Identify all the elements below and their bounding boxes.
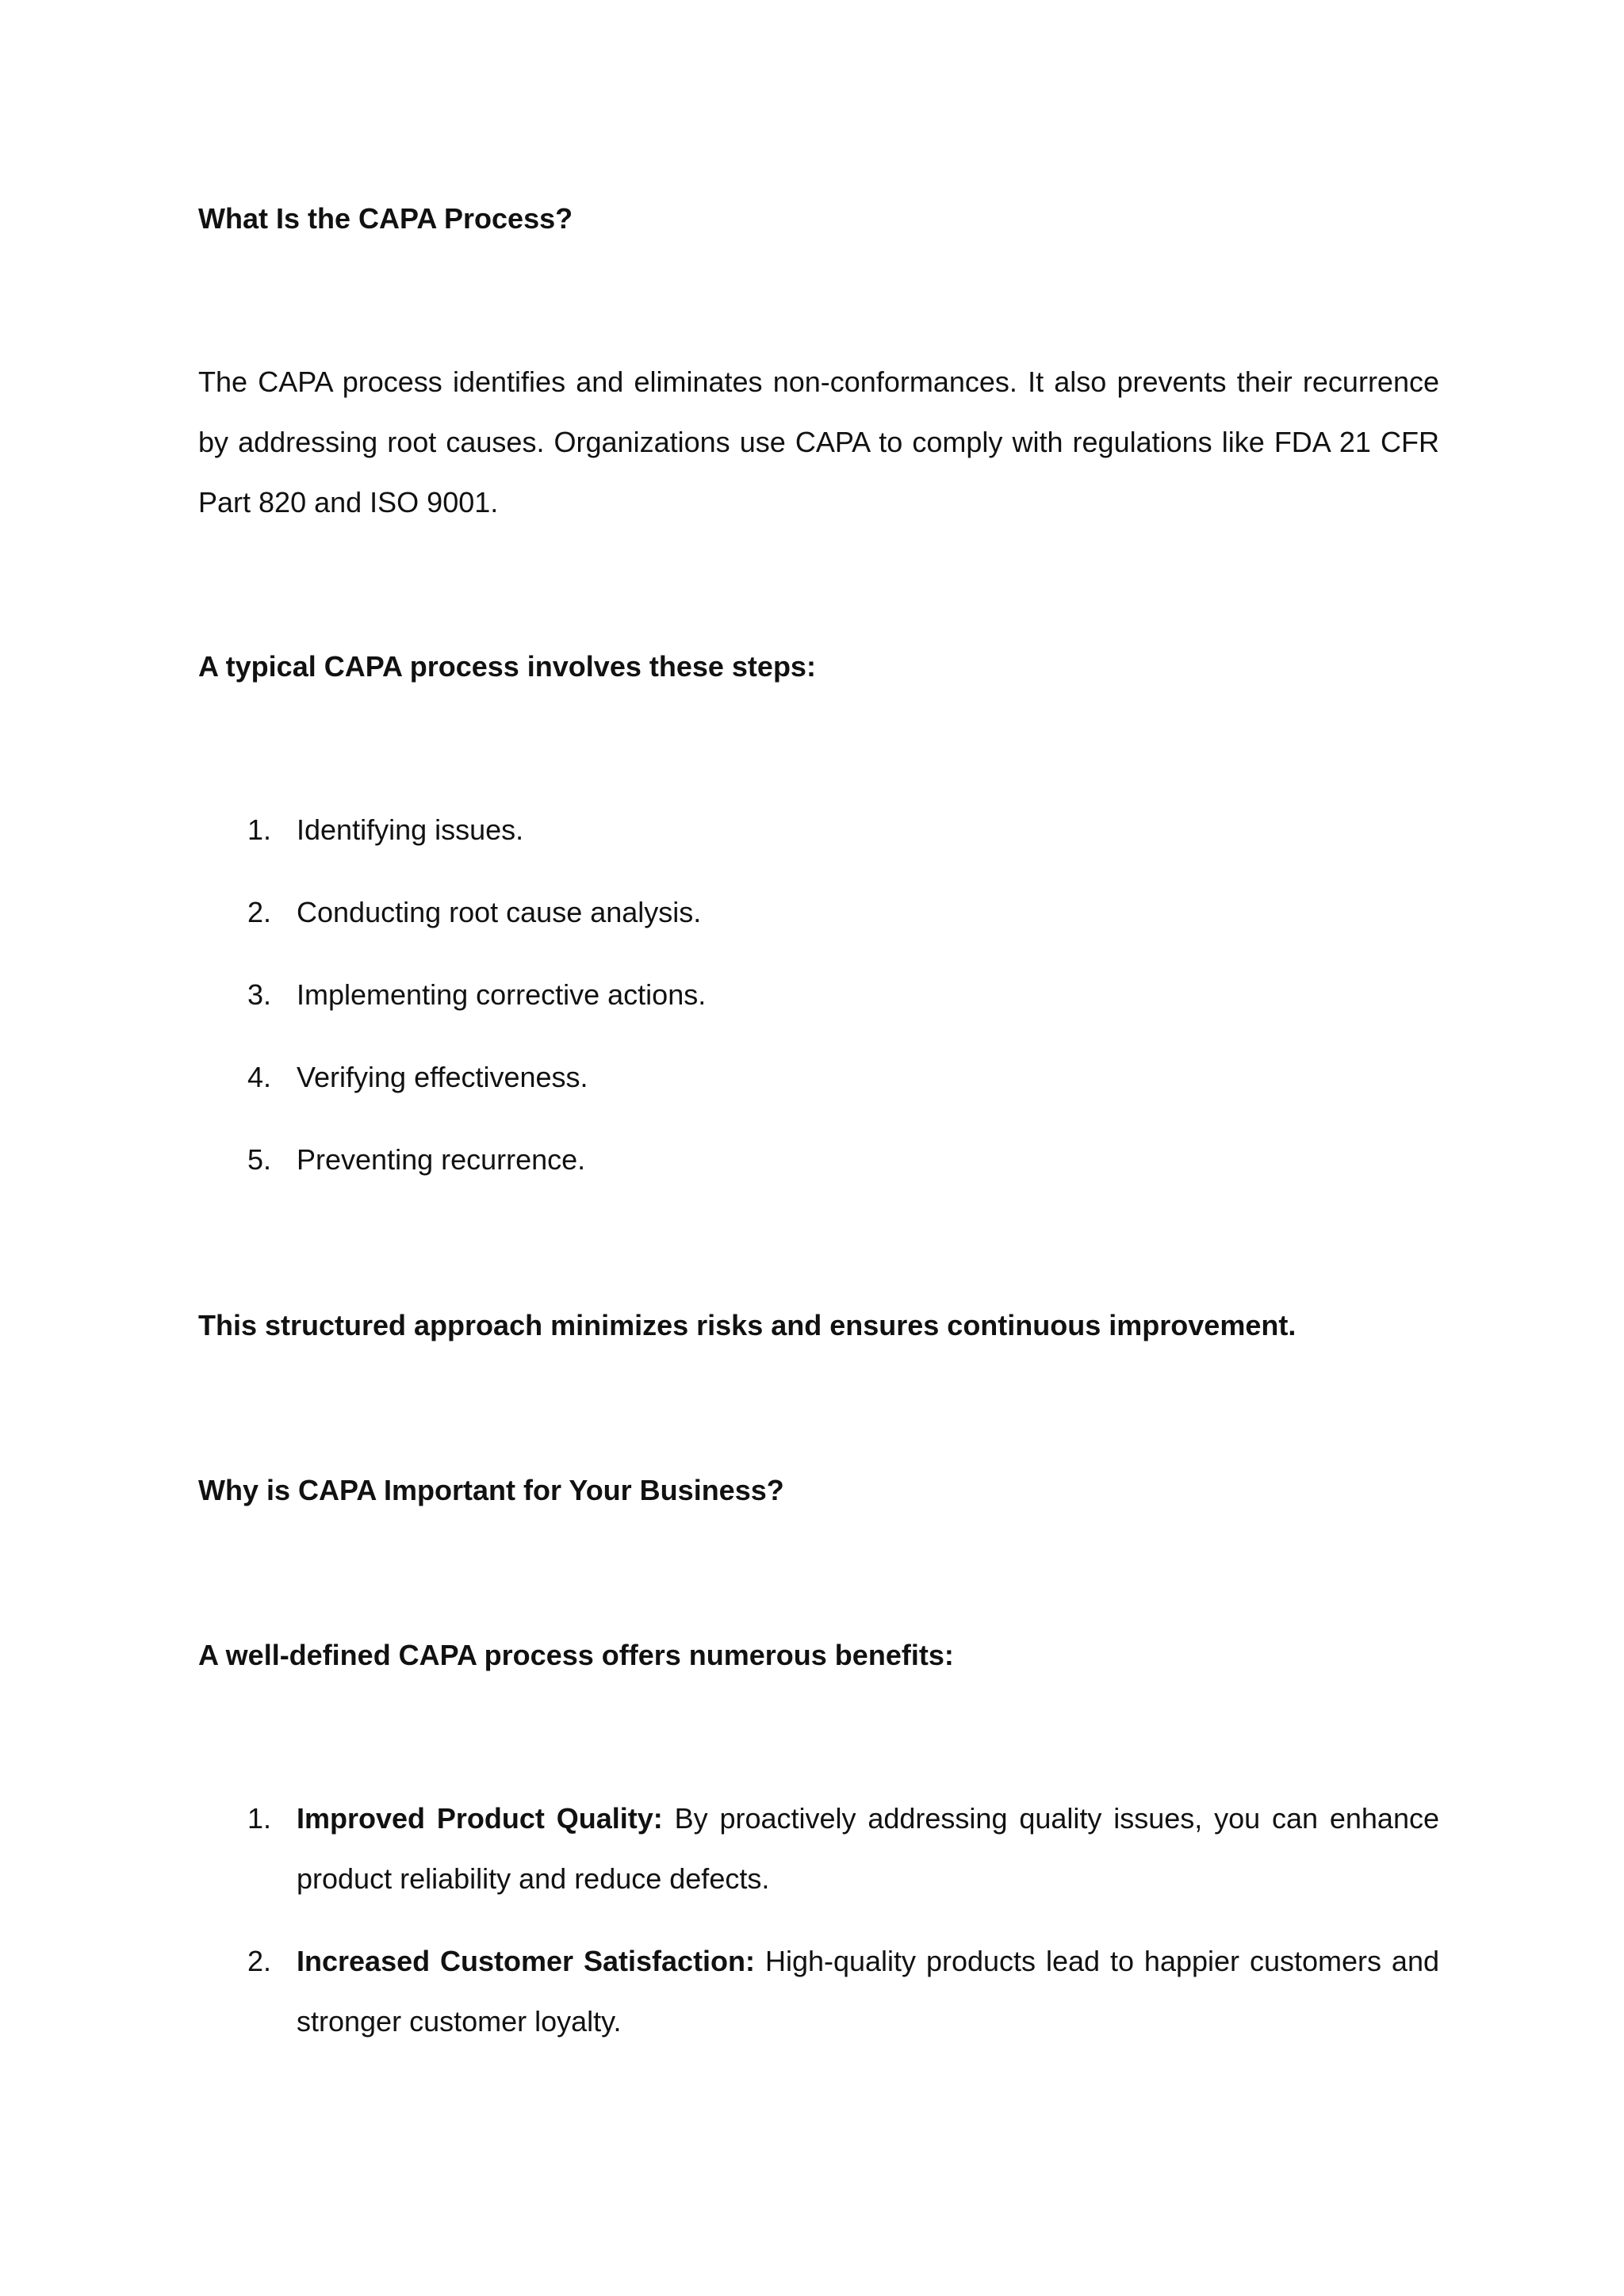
- list-item: [198, 1047, 1439, 1108]
- list-number: 2.: [247, 1945, 272, 1977]
- benefit-text: By proactively addressing quality issues, you can enhance product reliability and reduce defects.: [297, 1802, 1439, 1895]
- summary-statement: This structured approach minimizes risks and ensures continuous improvement.: [198, 1309, 1297, 1341]
- list-number: 2.: [247, 896, 272, 928]
- list-item-text: Implementing corrective actions.: [297, 978, 707, 1011]
- list-item: [198, 1130, 1439, 1190]
- list-item-text: Verifying effectiveness.: [297, 1061, 588, 1093]
- benefit-text: High-quality products lead to happier customers and stronger customer loyalty.: [297, 1945, 1439, 2038]
- list-number: 1.: [247, 1802, 272, 1835]
- benefits-intro: A well-defined CAPA process offers numerous benefits:: [198, 1639, 954, 1671]
- steps-intro: A typical CAPA process involves these steps:: [198, 650, 816, 683]
- list-item: [198, 882, 1439, 943]
- list-item: [198, 1931, 1439, 2052]
- list-number: 5.: [247, 1143, 272, 1176]
- benefit-lead: Improved Product Quality:: [297, 1802, 663, 1835]
- list-item-text: Conducting root cause analysis.: [297, 896, 702, 928]
- benefit-lead: Increased Customer Satisfaction:: [297, 1945, 756, 1977]
- benefits-list: [198, 1789, 1439, 2074]
- list-item: [198, 965, 1439, 1025]
- heading-what-is-capa: What Is the CAPA Process?: [198, 202, 573, 235]
- intro-paragraph: The CAPA process identifies and eliminates non-conformances. It also prevents their recurrence by addressing root causes. Organizations use CAPA to comply with regulations like FDA 21 CFR Part 820 and ISO 9001.: [198, 365, 1439, 519]
- list-item: [198, 800, 1439, 860]
- list-number: 4.: [247, 1061, 272, 1093]
- list-number: 3.: [247, 978, 272, 1011]
- heading-why-capa-important: Why is CAPA Important for Your Business?: [198, 1474, 784, 1506]
- list-item-text: Identifying issues.: [297, 813, 524, 846]
- steps-list: [198, 800, 1439, 1212]
- list-number: 1.: [247, 813, 272, 846]
- list-item: [198, 1789, 1439, 1909]
- list-item-text: Preventing recurrence.: [297, 1143, 586, 1176]
